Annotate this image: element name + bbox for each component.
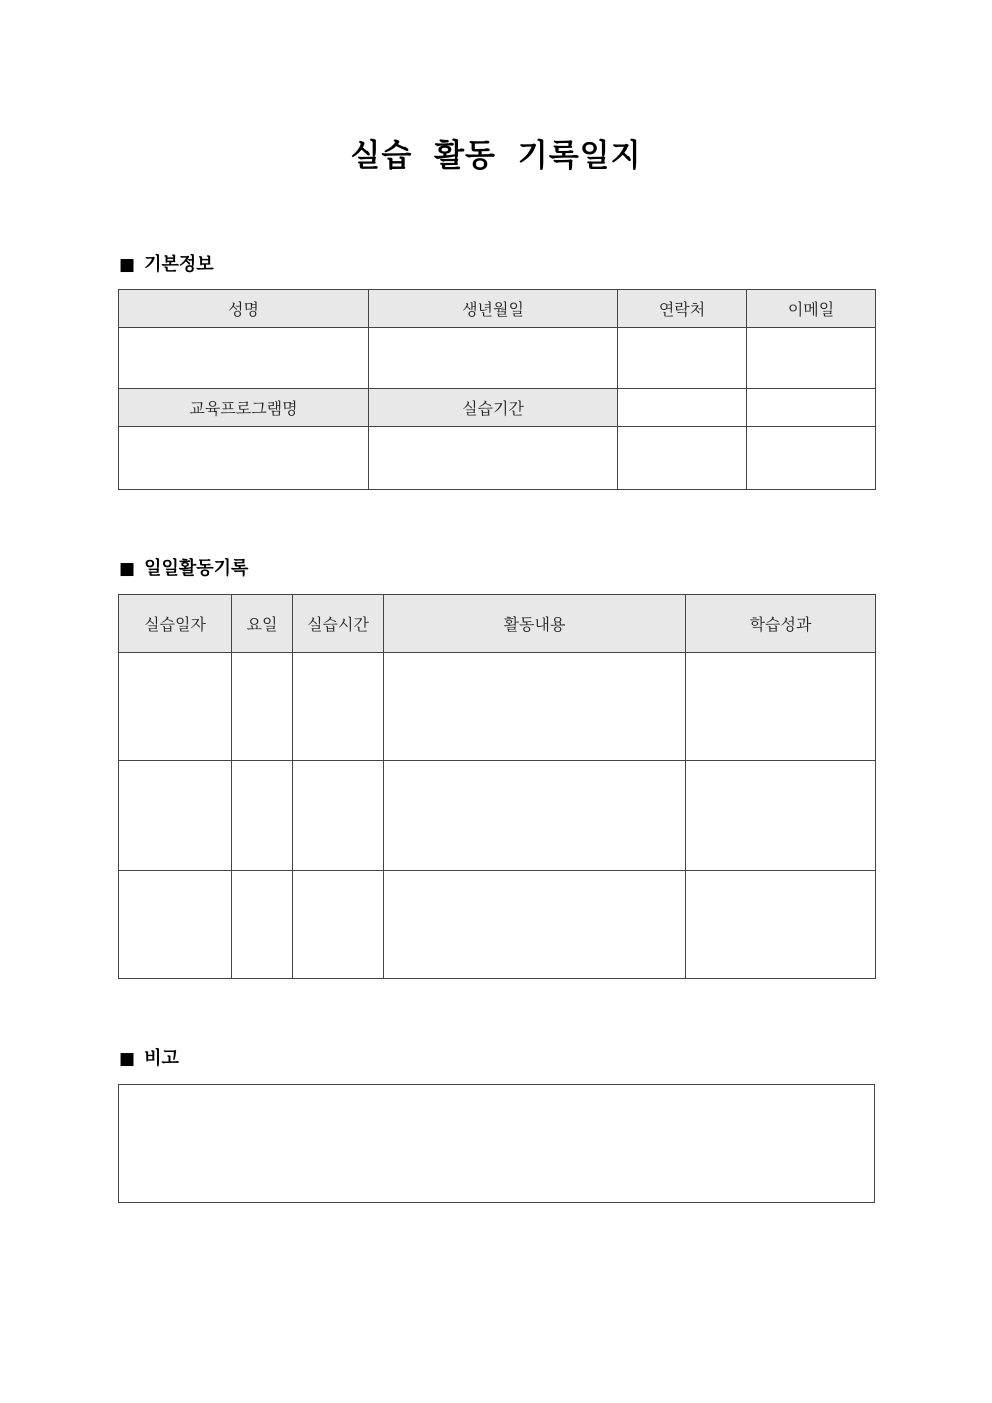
- name-field[interactable]: [119, 328, 369, 389]
- learning-outcome-field[interactable]: [686, 761, 876, 870]
- practice-date-field[interactable]: [119, 761, 232, 870]
- blank-cell: [618, 389, 747, 427]
- weekday-field[interactable]: [232, 653, 293, 761]
- practice-time-header: 실습시간: [293, 595, 384, 653]
- practice-date-header: 실습일자: [119, 595, 232, 653]
- daily-log-table: [118, 594, 876, 979]
- practice-period-field[interactable]: [369, 427, 618, 490]
- blank-cell[interactable]: [747, 427, 876, 490]
- table-row: [119, 870, 876, 978]
- activity-content-field[interactable]: [384, 870, 686, 978]
- square-bullet-icon: ■: [119, 559, 136, 579]
- name-header: 성명: [119, 290, 369, 328]
- blank-cell: [747, 389, 876, 427]
- basic-info-heading-label: 기본정보: [144, 254, 214, 275]
- program-name-header: 교육프로그램명: [119, 389, 369, 427]
- activity-content-header: 활동내용: [384, 595, 686, 653]
- practice-period-header: 실습기간: [369, 389, 618, 427]
- remarks-heading: [119, 1046, 179, 1072]
- program-name-field[interactable]: [119, 427, 369, 490]
- activity-content-field[interactable]: [384, 761, 686, 870]
- basic-info-table: [118, 289, 876, 490]
- weekday-header: 요일: [232, 595, 293, 653]
- square-bullet-icon: ■: [119, 1049, 136, 1069]
- practice-date-field[interactable]: [119, 653, 232, 761]
- email-header: 이메일: [747, 290, 876, 328]
- contact-field[interactable]: [618, 328, 747, 389]
- weekday-field[interactable]: [232, 870, 293, 978]
- page-title: 실습 활동 기록일지: [350, 138, 642, 174]
- practice-time-field[interactable]: [293, 761, 384, 870]
- table-row: [119, 653, 876, 761]
- daily-log-heading-label: 일일활동기록: [144, 558, 249, 579]
- remarks-field[interactable]: [118, 1084, 875, 1203]
- practice-date-field[interactable]: [119, 870, 232, 978]
- learning-outcome-header: 학습성과: [686, 595, 876, 653]
- activity-content-field[interactable]: [384, 653, 686, 761]
- basic-info-heading: [119, 252, 214, 278]
- remarks-heading-label: 비고: [144, 1048, 179, 1069]
- square-bullet-icon: ■: [119, 255, 136, 275]
- birthdate-header: 생년월일: [369, 290, 618, 328]
- daily-log-heading: [119, 556, 248, 582]
- blank-cell[interactable]: [618, 427, 747, 490]
- learning-outcome-field[interactable]: [686, 870, 876, 978]
- learning-outcome-field[interactable]: [686, 653, 876, 761]
- contact-header: 연락처: [618, 290, 747, 328]
- weekday-field[interactable]: [232, 761, 293, 870]
- email-field[interactable]: [747, 328, 876, 389]
- practice-time-field[interactable]: [293, 653, 384, 761]
- birthdate-field[interactable]: [369, 328, 618, 389]
- practice-time-field[interactable]: [293, 870, 384, 978]
- table-row: [119, 761, 876, 870]
